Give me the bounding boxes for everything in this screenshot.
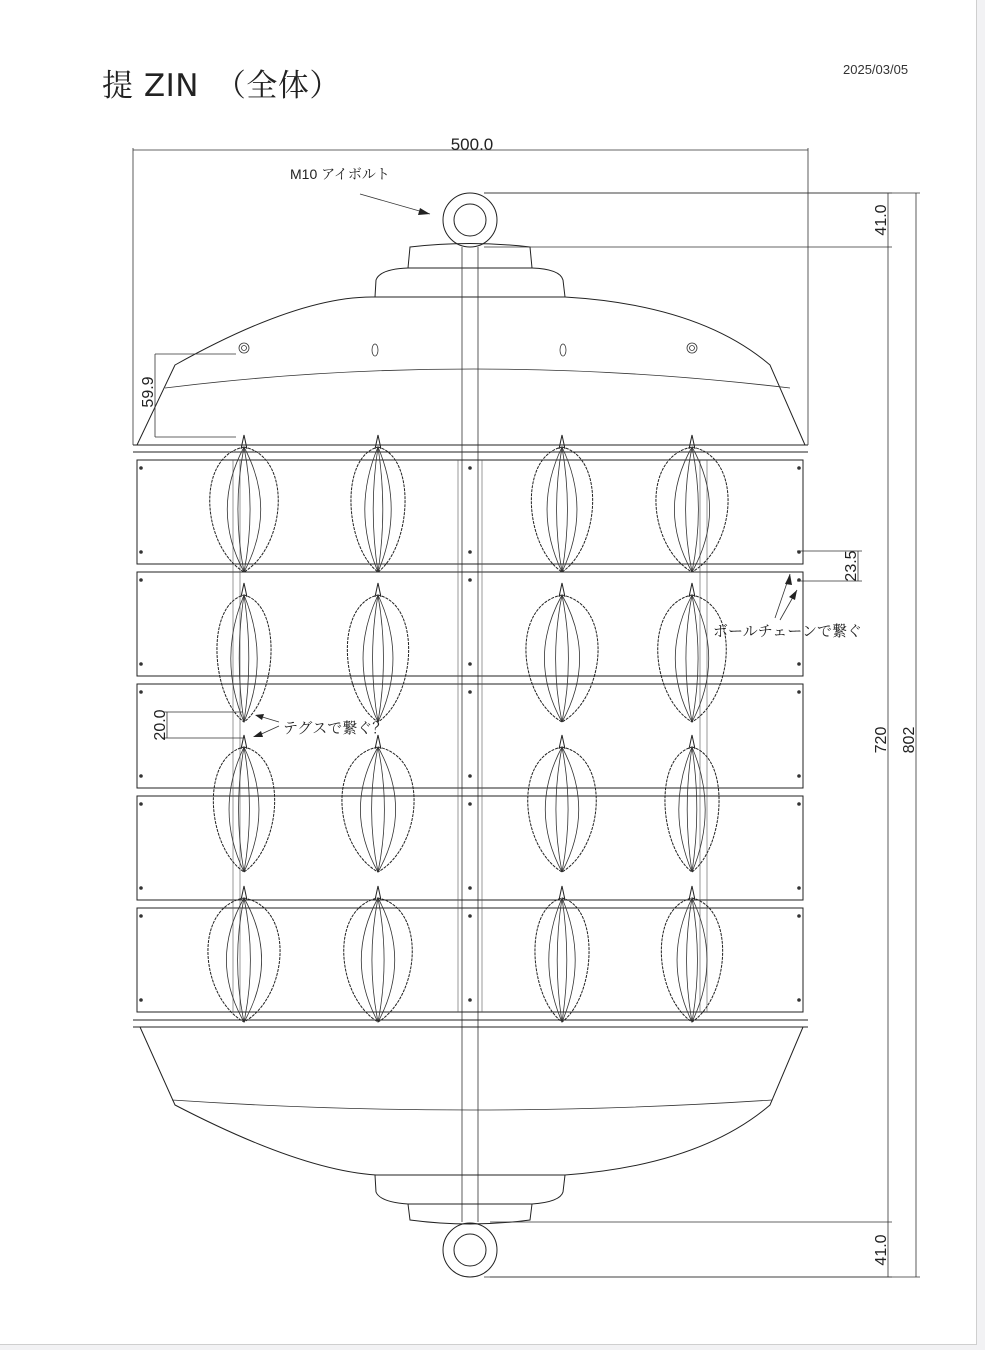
tegusu-spacing-dimension	[152, 709, 243, 740]
bottom-eye-bolt-dimension	[490, 1222, 892, 1277]
total-height-label: 802	[901, 726, 918, 754]
ball-chain-label: ボールチェーンで繋ぐ	[713, 623, 862, 640]
pod-2-3	[526, 583, 598, 722]
chain-spacing-label: 23.5	[843, 550, 860, 582]
drawing-date: 2025/03/05	[843, 62, 909, 77]
pod-1-1	[210, 435, 279, 572]
total-height-dimension	[484, 193, 920, 1277]
top-cap	[375, 244, 565, 298]
pod-1-4	[656, 435, 728, 572]
pod-4-4	[661, 886, 722, 1022]
pod-2-4	[658, 583, 727, 722]
shade-height-label: 59.9	[140, 376, 157, 408]
body-height-label: 720	[873, 726, 890, 754]
pod-4-3	[535, 886, 589, 1022]
pod-2-2	[347, 583, 408, 722]
tegusu-callout	[253, 714, 387, 737]
ball-chain-callout	[713, 574, 862, 640]
eye-bolt-label: M10 アイボルト	[290, 166, 390, 182]
drawing-title: 提 ZIN （全体）	[102, 68, 341, 104]
pod-2-1	[217, 583, 271, 722]
bottom-eye-bolt	[443, 1223, 497, 1277]
top-eye-bolt-dimension	[484, 193, 892, 247]
central-rod	[462, 247, 478, 1222]
body-height-dimension	[873, 247, 890, 1222]
eye-bolt-callout	[290, 166, 430, 215]
pod-3-1	[213, 735, 274, 872]
chain-spacing-dimension	[797, 550, 862, 581]
width-dimension	[133, 135, 808, 445]
tegusu-label: テグスで繋ぐ？	[283, 720, 388, 737]
pod-4-2	[344, 886, 413, 1022]
shade-height-dimension	[140, 354, 236, 437]
pod-3-4	[665, 735, 719, 872]
top-eye-bolt-height: 41.0	[873, 204, 890, 236]
width-dimension-label: 500.0	[450, 135, 494, 154]
pod-1-2	[351, 435, 405, 572]
pod-4-1	[208, 886, 280, 1022]
bottom-shade	[133, 1020, 808, 1224]
tegusu-spacing-label: 20.0	[152, 709, 169, 741]
pod-3-3	[528, 735, 597, 872]
top-shade	[133, 297, 808, 452]
top-eye-bolt	[443, 193, 497, 247]
bottom-eye-bolt-height: 41.0	[873, 1234, 890, 1266]
pod-3-2	[342, 735, 414, 872]
pod-1-3	[531, 435, 592, 572]
